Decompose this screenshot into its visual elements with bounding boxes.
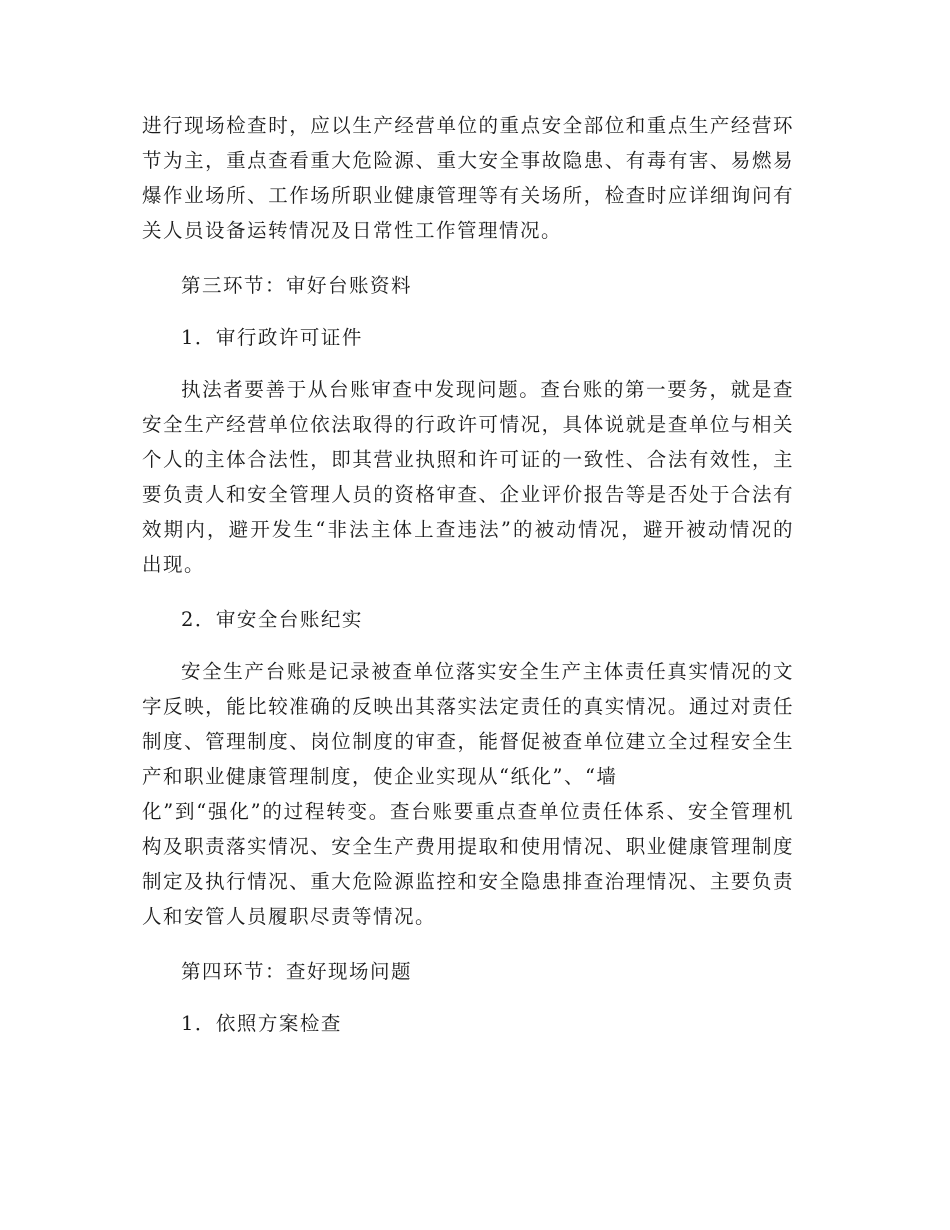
item-2-paragraph: [142, 654, 794, 934]
intro-paragraph: 进行现场检查时，应以生产经营单位的重点安全部位和重点生产经营环节为主，重点查看重大危险源、重大安全事故隐患、有毒有害、易燃易爆作业场所、工作场所职业健康管理等有关场所，检查时应详细询问有关人员设备运转情况及日常性工作管理情况。: [142, 114, 794, 242]
item-2-paragraph-part-1: 安全生产台账是记录被查单位落实安全生产主体责任真实情况的文字反映，能比较准确的反映出其落实法定责任的真实情况。通过对责任制度、管理制度、岗位制度的审查，能督促被查单位建立全过程安全生产和职业健康管理制度，使企业实现从“纸化”、“墙: [142, 660, 794, 788]
item-1-paragraph: 执法者要善于从台账审查中发现问题。查台账的第一要务，就是查安全生产经营单位依法取得的行政许可情况，具体说就是查单位与相关个人的主体合法性，即其营业执照和许可证的一致性、合法有效性，主要负责人和安全管理人员的资格审查、企业评价报告等是否处于合法有效期内，避开发生“非法主体上查违法”的被动情况，避开被动情况的出现。: [142, 378, 794, 576]
item-2-heading: 2．审安全台账纪实: [181, 608, 363, 631]
item-3-heading: 1．依照方案检查: [181, 1012, 342, 1035]
item-1-heading: 1．审行政许可证件: [181, 326, 363, 349]
item-2-paragraph-part-2: 化”到“强化”的过程转变。查台账要重点查单位责任体系、安全管理机构及职责落实情况、安全生产费用提取和使用情况、职业健康管理制度制定及执行情况、重大危险源监控和安全隐患排查治理情况、主要负责人和安管人员履职尽责等情况。: [142, 800, 794, 928]
document-body: [142, 108, 794, 1041]
section-3-heading: 第三环节：审好台账资料: [181, 274, 413, 297]
section-4-heading: 第四环节：查好现场问题: [181, 960, 413, 983]
